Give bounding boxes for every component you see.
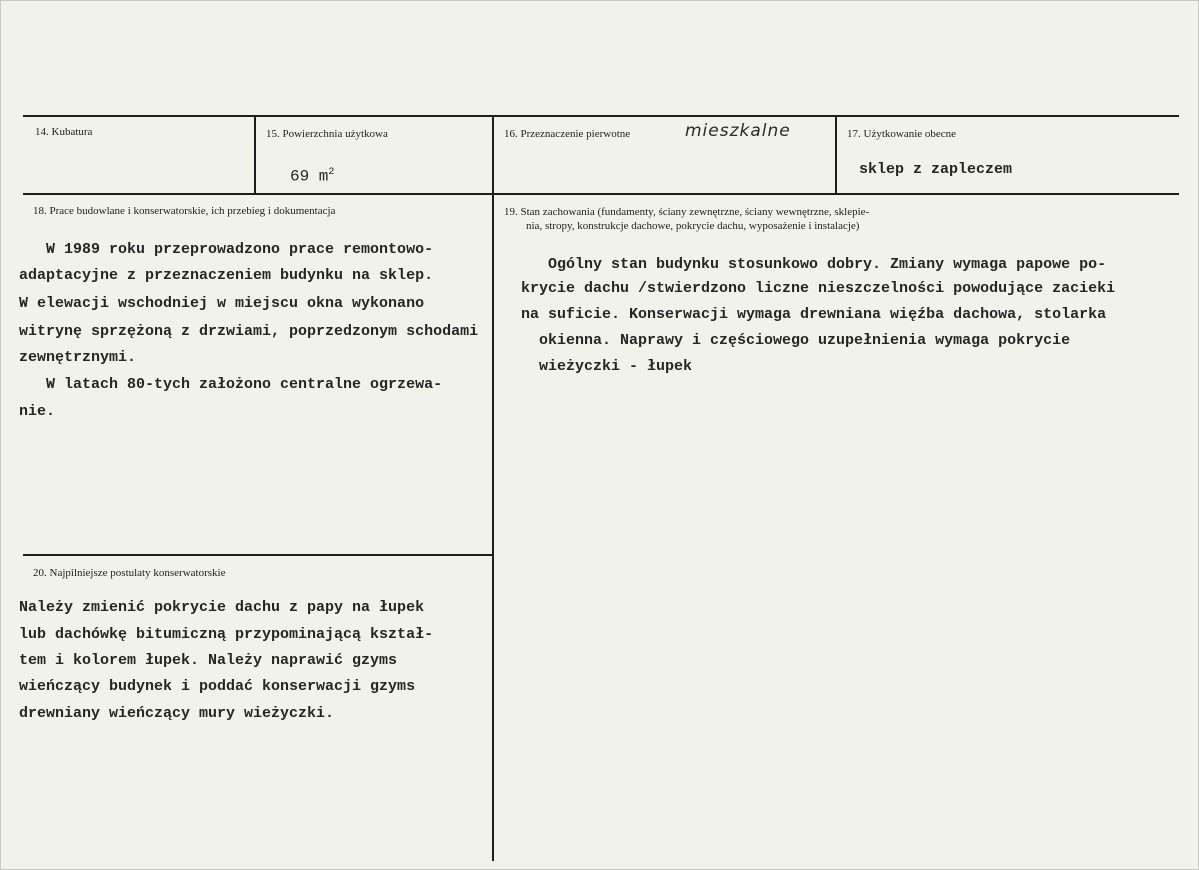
field-20-label: 20. Najpilniejsze postulaty konserwatorskie <box>33 567 226 579</box>
text-line: W latach 80-tych założono centralne ogrzewa- <box>19 376 443 393</box>
text-line: Należy zmienić pokrycie dachu z papy na łupek <box>19 599 425 616</box>
field-19-label-line: 19. Stan zachowania (fundamenty, ściany zewnętrzne, ściany wewnętrzne, sklepie- <box>504 206 870 218</box>
text-line: na suficie. Konserwacji wymaga drewniana więźba dachowa, stolarka <box>521 306 1107 323</box>
text-line: wieżyczki - łupek <box>521 358 693 375</box>
current-use-value: sklep z zapleczem <box>859 161 1013 178</box>
text-line: W elewacji wschodniej w miejscu okna wykonano <box>19 295 425 312</box>
text-line: zewnętrznymi. <box>19 349 137 366</box>
field-15-label: 15. Powierzchnia użytkowa <box>266 128 388 140</box>
section-20-rule <box>23 554 493 556</box>
field-19-label-line: nia, stropy, konstrukcje dachowe, pokrycie dachu, wyposażenie i instalacje) <box>526 220 860 232</box>
field-14-label: 14. Kubatura <box>35 126 93 138</box>
text-line: nie. <box>19 403 56 420</box>
text-line: tem i kolorem łupek. Należy naprawić gzyms <box>19 652 398 669</box>
col-divider-15 <box>254 115 256 194</box>
col-divider-main <box>492 115 494 861</box>
field-19-label <box>504 205 869 233</box>
text-line: witrynę sprzężoną z drzwiami, poprzedzonym schodami <box>19 323 479 340</box>
col-divider-17 <box>835 115 837 194</box>
usable-area-value: 69 $m^2$ <box>290 167 335 186</box>
row-divider <box>23 193 1179 195</box>
text-line: lub dachówkę bitumiczną przypominającą kształ- <box>19 626 434 643</box>
field-16-label: 16. Przeznaczenie pierwotne <box>504 128 631 140</box>
text-line: drewniany wieńczący mury wieżyczki. <box>19 705 335 722</box>
field-17-label: 17. Użytkowanie obecne <box>847 128 957 140</box>
text-line: okienna. Naprawy i częściowego uzupełnienia wymaga pokrycie <box>521 332 1071 349</box>
text-line: W 1989 roku przeprowadzono prace remontowo- <box>19 241 434 258</box>
field-18-label: 18. Prace budowlane i konserwatorskie, ich przebieg i dokumentacja <box>33 205 336 217</box>
text-line: Ogólny stan budynku stosunkowo dobry. Zmiany wymaga papowe po- <box>521 256 1107 273</box>
top-rule <box>23 115 1179 117</box>
text-line: krycie dachu /stwierdzono liczne nieszczelności powodujące zacieki <box>521 280 1116 297</box>
original-purpose-handwritten: mieszkalne <box>685 121 791 141</box>
text-line: adaptacyjne z przeznaczeniem budynku na sklep. <box>19 267 434 284</box>
text-line: wieńczący budynek i poddać konserwacji gzyms <box>19 678 416 695</box>
